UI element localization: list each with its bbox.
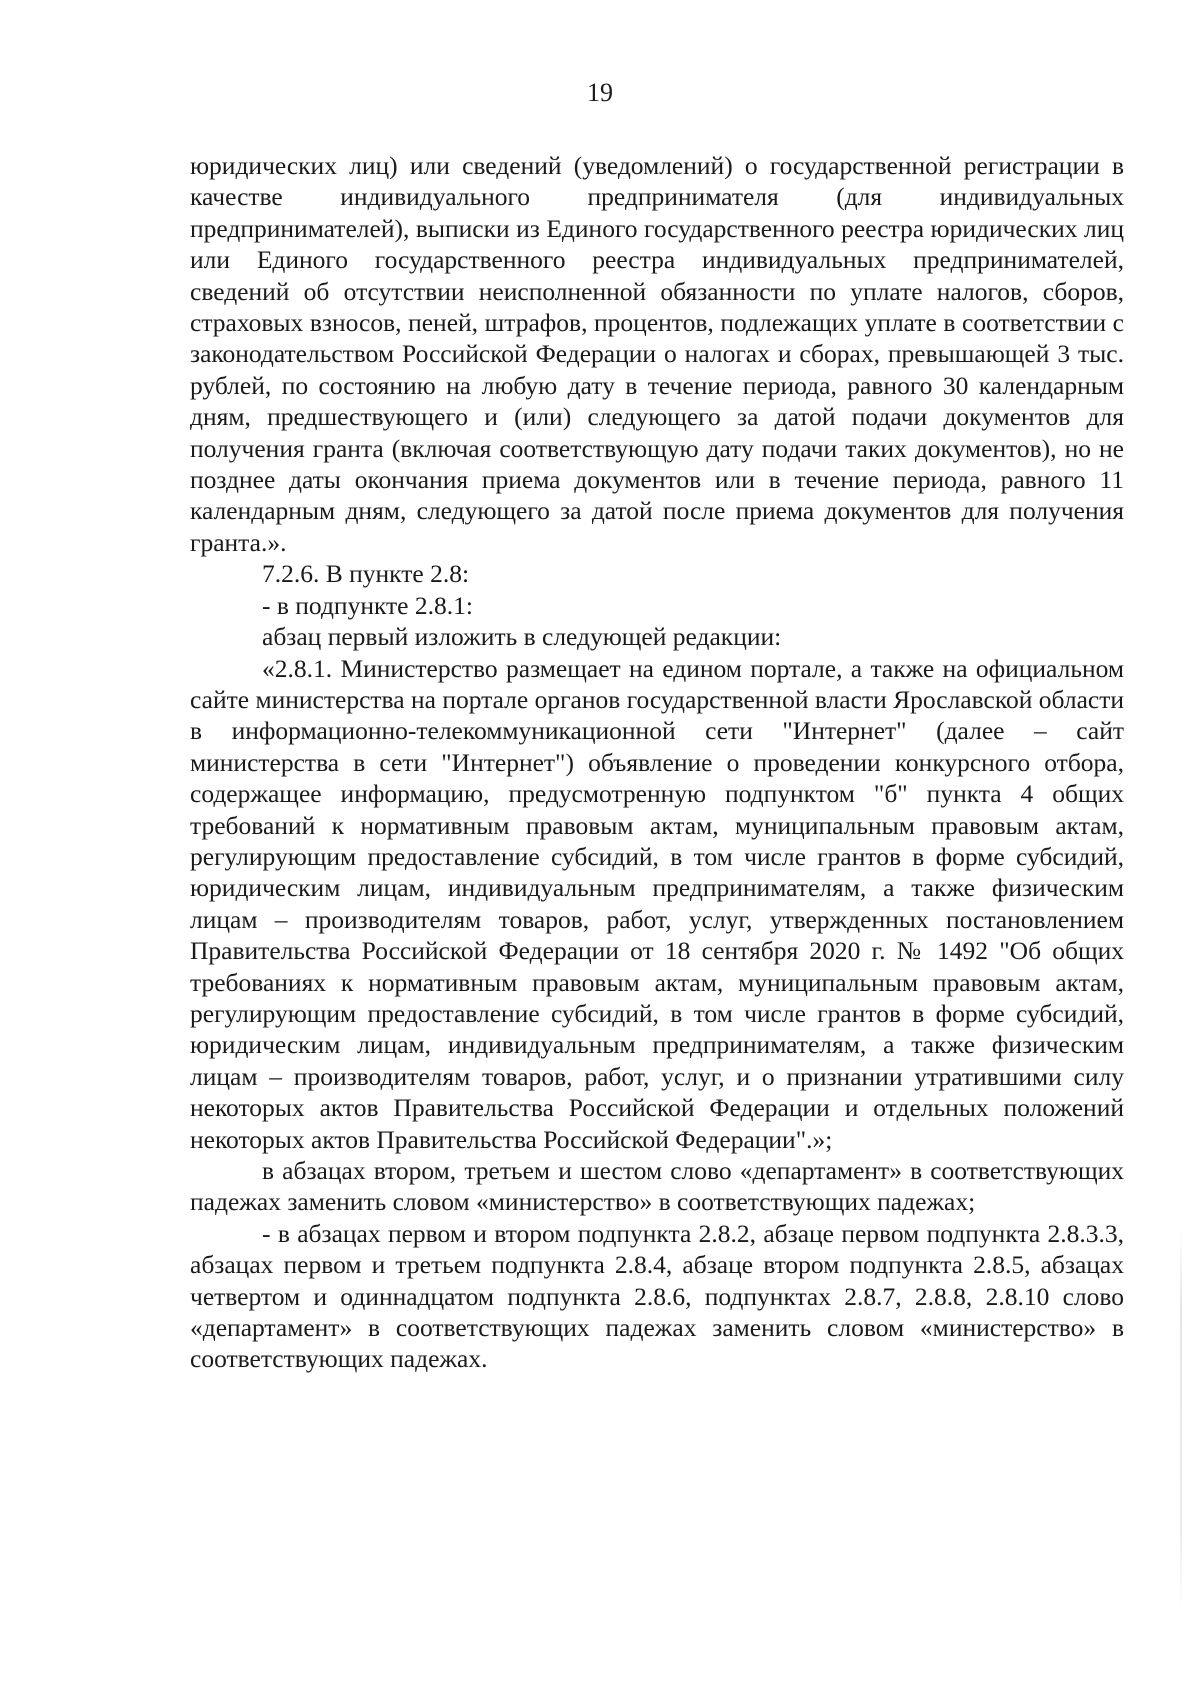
document-body [190,150,1124,1375]
paragraph-abzacs-replace: в абзацах втором, третьем и шестом слово «департамент» в соответствующих падежах заменить словом «министерство» в соответствующих падежах; [190,1156,1124,1217]
paragraph-first-abzac: абзац первый изложить в следующей редакции: [262,622,782,652]
scan-edge-mark [1180,1230,1182,1610]
paragraph-item-7-2-6: 7.2.6. В пункте 2.8: [262,559,470,589]
paragraph-subitems-replace: - в абзацах первом и втором подпункта 2.8.2, абзаце первом подпункта 2.8.3.3, абзацах первом и третьем подпункта 2.8.4, абзаце втором подпункта 2.8.5, абзацах четвертом и одиннадцатом подпункта 2.8.6, подпунктах 2.8.7, 2.8.8, 2.8.10 слово «департамент» в соответствующих падежах заменить словом «министерство» в соответствующих падежах. [190,1218,1124,1374]
paragraph-subitem-2-8-1: - в подпункте 2.8.1: [262,590,473,620]
page-number: 19 [587,78,613,107]
paragraph-continuation: юридических лиц) или сведений (уведомлений) о государственной регистрации в качестве индивидуального предпринимателя (для индивидуальных предпринимателей), выписки из Единого государственного реестра юридических лиц или Единого государственного реестра индивидуальных предпринимателей, сведений об отсутствии неисполненной обязанности по уплате налогов, сборов, страховых взносов, пеней, штрафов, процентов, подлежащих уплате в соответствии с законодательством Российской Федерации о налогах и сборах, превышающей 3 тыс. рублей, по состоянию на любую дату в течение периода, равного 30 календарным дням, предшествующего и (или) следующего за датой подачи документов для получения гранта (включая соответствующую дату подачи таких документов), но не позднее даты окончания приема документов или в течение периода, равного 11 календарным дням, следующего за датой после приема документов для получения гранта.». [190,151,1124,557]
paragraph-quote-2-8-1: «2.8.1. Министерство размещает на едином портале, а также на официальном сайте министерства на портале органов государственной власти Ярославской области в информационно-телекоммуникационной сети "Интернет" (далее – сайт министерства в сети "Интернет") объявление о проведении конкурсного отбора, содержащее информацию, предусмотренную подпунктом "б" пункта 4 общих требований к нормативным правовым актам, муниципальным правовым актам, регулирующим предоставление субсидий, в том числе грантов в форме субсидий, юридическим лицам, индивидуальным предпринимателям, а также физическим лицам – производителям товаров, работ, услуг, утвержденных постановлением Правительства Российской Федерации от 18 сентября 2020 г. № 1492 "Об общих требованиях к нормативным правовым актам, муниципальным правовым актам, регулирующим предоставление субсидий, в том числе грантов в форме субсидий, юридическим лицам, индивидуальным предпринимателям, а также физическим лицам – производителям товаров, работ, услуг, и о признании утратившими силу некоторых актов Правительства Российской Федерации и отдельных положений некоторых актов Правительства Российской Федерации".»; [190,653,1124,1154]
